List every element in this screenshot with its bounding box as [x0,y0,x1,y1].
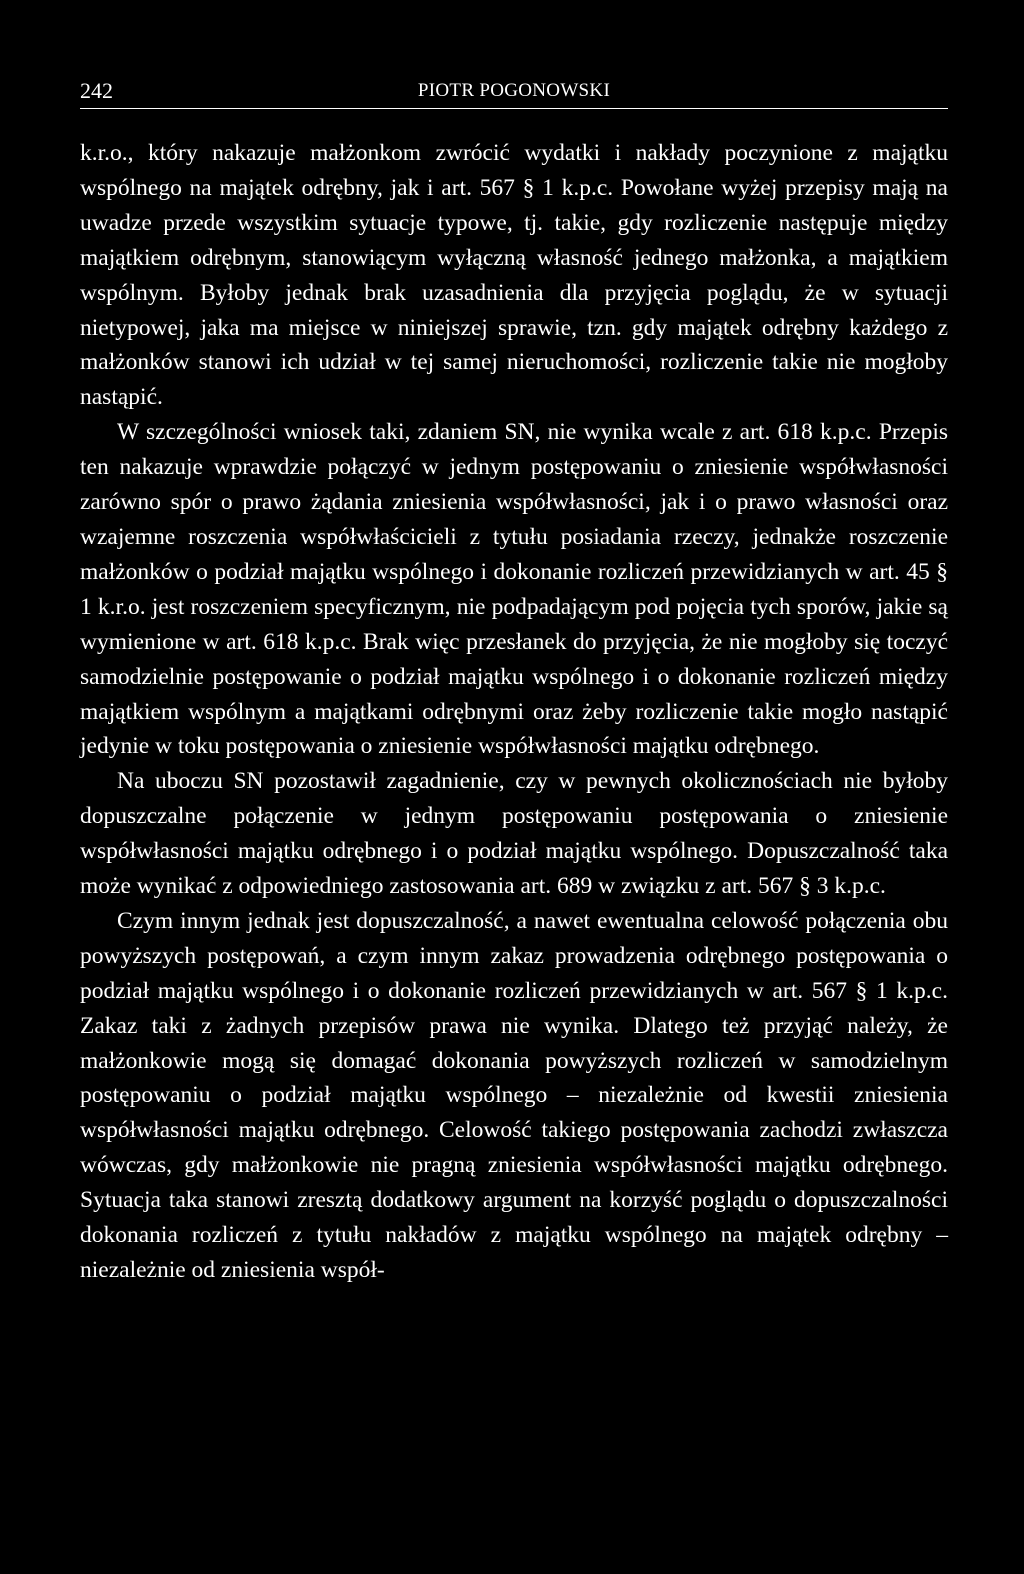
page-number: 242 [80,78,113,103]
body-text [80,136,948,1288]
running-head: PIOTR POGONOWSKI [417,80,611,101]
paragraph: Czym innym jednak jest dopuszczalność, a nawet ewentualna celowość połączenia obu powyższych postępowań, a czym innym zakaz prowadzenia odrębnego postępowania o podział majątku wspólnego i o dokonanie rozliczeń przewidzianych w art. 567 § 1 k.p.c. Zakaz taki z żadnych przepisów prawa nie wynika. Dlatego też przyjąć należy, że małżonkowie mogą się domagać dokonania powyższych rozliczeń w samodzielnym postępowaniu o podział majątku wspólnego – niezależnie od kwestii zniesienia współwłasności majątku odrębnego. Celowość takiego postępowania zachodzi zwłaszcza wówczas, gdy małżonkowie nie pragną zniesienia współwłasności majątku odrębnego. Sytuacja taka stanowi zresztą dodatkowy argument na korzyść poglądu o dopuszczalności dokonania rozliczeń z tytułu nakładów z majątku wspólnego na majątek odrębny – niezależnie od zniesienia współ- [80,907,948,1283]
paragraph: k.r.o., który nakazuje małżonkom zwrócić wydatki i nakłady poczynione z majątku wspólnego na majątek odrębny, jak i art. 567 § 1 k.p.c. Powołane wyżej przepisy mają na uwadze przede wszystkim sytuacje typowe, tj. takie, gdy rozliczenie następuje między majątkiem odrębnym, stanowiącym wyłączną własność jednego małżonka, a majątkiem wspólnym. Byłoby jednak brak uzasadnienia dla przyjęcia poglądu, że w sytuacji nietypowej, jaka ma miejsce w niniejszej sprawie, tzn. gdy majątek odrębny każdego z małżonków stanowi ich udział w tej samej nieruchomości, rozliczenie takie nie mogłoby nastąpić. [80,140,948,411]
paragraph: W szczególności wniosek taki, zdaniem SN, nie wynika wcale z art. 618 k.p.c. Przepis ten nakazuje wprawdzie połączyć w jednym postępowaniu o zniesienie współwłasności zarówno spór o prawo żądania zniesienia współwłasności, jak i o prawo własności oraz wzajemne roszczenia współwłaścicieli z tytułu posiadania rzeczy, jednakże roszczenie małżonków o podział majątku wspólnego i dokonanie rozliczeń przewidzianych w art. 45 § 1 k.r.o. jest roszczeniem specyficznym, nie podpadającym pod pojęcia tych sporów, jakie są wymienione w art. 618 k.p.c. Brak więc przesłanek do przyjęcia, że nie mogłoby się toczyć samodzielnie postępowanie o podział majątku wspólnego i o dokonanie rozliczeń między majątkiem wspólnym a majątkami odrębnymi oraz żeby rozliczenie takie mogło nastąpić jedynie w toku postępowania o zniesienie współwłasności majątku odrębnego. [80,419,948,760]
page-header [80,78,948,109]
paragraph: Na uboczu SN pozostawił zagadnienie, czy w pewnych okolicznościach nie byłoby dopuszczalne połączenie w jednym postępowaniu postępowania o zniesienie współwłasności majątku odrębnego i o podział majątku wspólnego. Dopuszczalność taka może wynikać z odpowiedniego zastosowania art. 689 w związku z art. 567 § 3 k.p.c. [80,768,948,900]
